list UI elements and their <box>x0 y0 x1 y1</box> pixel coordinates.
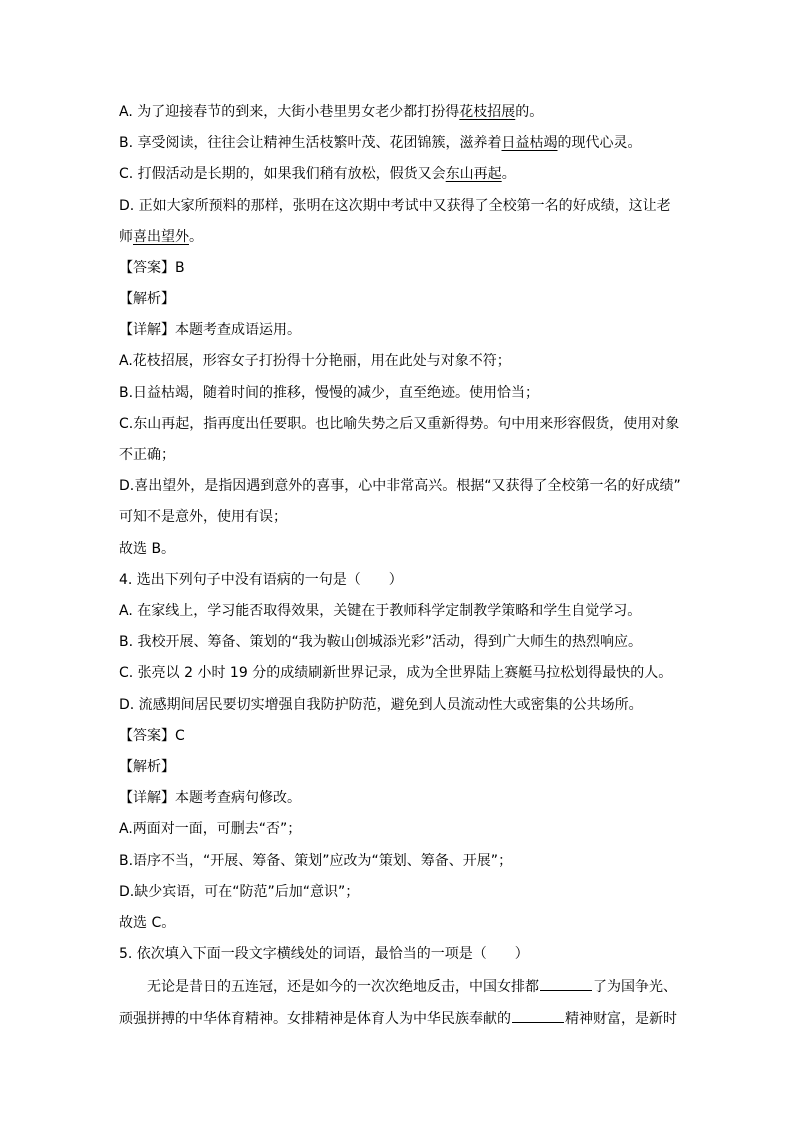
q3-analysis-label: 【解析】 <box>119 291 175 307</box>
option-text: C. 打假活动是长期的，如果我们稍有放松，假货又会 <box>119 166 446 182</box>
option-text: B. 享受阅读，往往会让精神生活枝繁叶茂、花团锦簇，滋养着 <box>119 135 502 151</box>
fill-blank <box>512 1008 564 1023</box>
q4-option-b: B. 我校开展、筹备、策划的“我为鞍山创城添光彩”活动，得到广大师生的热烈响应。 <box>119 634 643 650</box>
q4-option-c: C. 张亮以 2 小时 19 分的成绩刷新世界记录，成为全世界陆上赛艇马拉松划得最快的人。 <box>119 665 673 681</box>
q4-option-a: A. 在家线上，学习能否取得效果，关键在于教师科学定制教学策略和学生自觉学习。 <box>119 603 642 619</box>
underlined-idiom: 喜出望外 <box>133 229 189 245</box>
q3-detail: 【详解】本题考查成语运用。 <box>119 322 301 338</box>
option-text: 的现代心灵。 <box>557 135 642 151</box>
underlined-idiom: 日益枯竭 <box>501 135 558 151</box>
q5-stem: 5. 依次填入下面一段文字横线处的词语，最恰当的一项是（ ） <box>119 946 529 962</box>
q3-analysis-line: A.花枝招展，形容女子打扮得十分艳丽，用在此处与对象不符； <box>119 353 511 369</box>
q3-option-c <box>119 165 684 183</box>
fill-blank <box>540 976 592 991</box>
q4-option-d: D. 流感期间居民要切实增强自我防护防范，避免到人员流动性大或密集的公共场所。 <box>119 697 643 713</box>
option-text: 师 <box>119 229 133 245</box>
q3-option-d-line2 <box>119 228 684 246</box>
q4-conclusion: 故选 C。 <box>119 915 176 931</box>
option-text: 。 <box>501 166 516 182</box>
q3-option-b <box>119 134 684 152</box>
q4-analysis-line: B.语序不当，“开展、筹备、策划”应改为“策划、筹备、开展”； <box>119 853 513 869</box>
q5-passage-line1 <box>147 976 684 996</box>
q3-analysis-line: 可知不是意外，使用有误； <box>119 509 287 525</box>
q3-option-a <box>119 103 684 121</box>
passage-text: 精神财富，是新时 <box>565 1011 677 1027</box>
underlined-idiom: 东山再起 <box>445 166 502 182</box>
passage-text: 了为国争光、 <box>593 979 677 995</box>
passage-text: 无论是昔日的五连冠，还是如今的一次次绝地反击，中国女排都 <box>147 979 539 995</box>
underlined-idiom: 花枝招展 <box>459 104 516 120</box>
q4-analysis-line: D.缺少宾语，可在“防范”后加“意识”； <box>119 884 360 900</box>
q4-analysis-line: A.两面对一面，可删去“否”； <box>119 821 302 837</box>
option-text: 。 <box>189 229 203 245</box>
passage-text: 顽强拼搏的中华体育精神。女排精神是体育人为中华民族奉献的 <box>119 1011 511 1027</box>
q3-analysis-line: D.喜出望外，是指因遇到意外的喜事，心中非常高兴。根据“又获得了全校第一名的好成绩” <box>119 478 681 494</box>
option-text: 的。 <box>515 104 544 120</box>
q3-answer: 【答案】B <box>119 260 185 276</box>
q4-detail: 【详解】本题考查病句修改。 <box>119 790 301 806</box>
q4-answer: 【答案】C <box>119 728 185 744</box>
q3-option-d-line1: D. 正如大家所预料的那样，张明在这次期中考试中又获得了全校第一名的好成绩，这让老 <box>119 198 671 214</box>
q5-passage-line2 <box>119 1008 684 1028</box>
q4-stem: 4. 选出下列句子中没有语病的一句是（ ） <box>119 572 403 588</box>
q3-analysis-line: 不正确； <box>119 447 175 463</box>
q3-conclusion: 故选 B。 <box>119 541 176 557</box>
q3-analysis-line: C.东山再起，指再度出任要职。也比喻失势之后又重新得势。句中用来形容假货，使用对象 <box>119 416 680 432</box>
option-text: A. 为了迎接春节的到来，大街小巷里男女老少都打扮得 <box>119 104 460 120</box>
q4-analysis-label: 【解析】 <box>119 759 175 775</box>
q3-analysis-line: B.日益枯竭，随着时间的推移，慢慢的减少，直至绝迹。使用恰当； <box>119 385 540 401</box>
